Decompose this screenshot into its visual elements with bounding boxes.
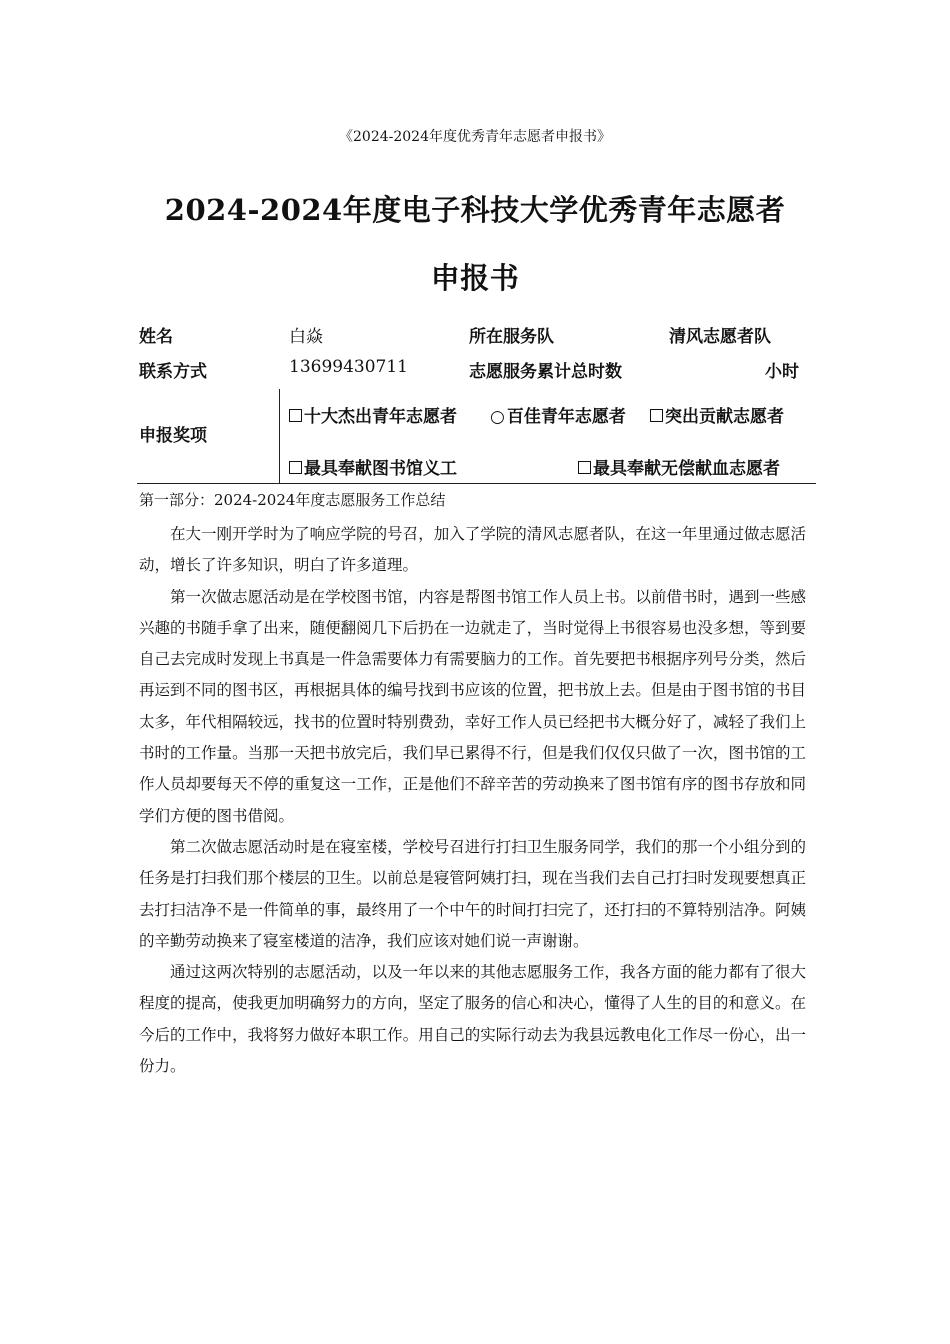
contact-value: 13699430711 xyxy=(289,357,408,377)
team-value: 清风志愿者队 xyxy=(669,327,771,347)
team-label: 所在服务队 xyxy=(469,327,554,347)
document-header: 《2024-2024年度优秀青年志愿者申报书》 xyxy=(339,129,611,145)
award-option-blood-donation[interactable] xyxy=(578,454,780,479)
award-option-label: 十大杰出青年志愿者 xyxy=(304,407,457,427)
circle-bullet-icon[interactable]: ○ xyxy=(490,407,505,427)
award-option-label: 最具奉献图书馆义工 xyxy=(304,459,457,479)
award-option-label: 百佳青年志愿者 xyxy=(506,407,626,427)
paragraph: 第一次做志愿活动是在学校图书馆，内容是帮图书馆工作人员上书。以前借书时，遇到一些感兴趣的书随手拿了出来，随便翻阅几下后扔在一边就走了，当时觉得上书很容易也没多想，等到要自己去完成时发现上书真是一件急需要体力有需要脑力的工作。首先要把书根据序列号分类，然后再运到不同的图书区，再根据具体的编号找到书应该的位置，把书放上去。但是由于图书馆的书目太多，年代相隔较远，找书的位置时特别费劲，幸好工作人员已经把书大概分好了，减轻了我们上书时的工作量。当那一天把书放完后，我们早已累得不行，但是我们仅仅只做了一次，图书馆的工作人员却要每天不停的重复这一工作，正是他们不辞辛苦的劳动换来了图书馆有序的图书存放和同学们方便的图书借阅。 xyxy=(139,587,806,825)
checkbox-icon[interactable] xyxy=(578,461,591,474)
award-option-label: 最具奉献无偿献血志愿者 xyxy=(593,459,780,479)
checkbox-icon[interactable] xyxy=(650,409,663,422)
form-bottom-rule xyxy=(137,483,816,484)
hours-unit: 小时 xyxy=(765,362,799,382)
award-option-library-volunteer[interactable] xyxy=(289,454,457,479)
checkbox-icon[interactable] xyxy=(289,461,302,474)
application-form xyxy=(137,314,816,484)
checkbox-icon[interactable] xyxy=(289,409,302,422)
document-title: 2024-2024年度电子科技大学优秀青年志愿者 xyxy=(164,193,786,227)
award-option-top-ten[interactable] xyxy=(289,402,457,427)
award-label: 申报奖项 xyxy=(139,426,207,446)
paragraph: 第二次做志愿活动时是在寝室楼，学校号召进行打扫卫生服务同学，我们的那一个小组分到的任务是打扫我们那个楼层的卫生。以前总是寝管阿姨打扫，现在当我们去自己打扫时发现要想真正去打扫洁净不是一件简单的事，最终用了一个中午的时间打扫完了，还打扫的不算特别洁净。阿姨的辛勤劳动换来了寝室楼道的洁净，我们应该对她们说一声谢谢。 xyxy=(139,837,806,950)
contact-label: 联系方式 xyxy=(139,362,207,382)
award-option-top-hundred[interactable] xyxy=(490,402,626,427)
paragraph: 在大一刚开学时为了响应学院的号召，加入了学院的清风志愿者队，在这一年里通过做志愿活动，增长了许多知识，明白了许多道理。 xyxy=(139,525,806,575)
hours-label: 志愿服务累计总时数 xyxy=(469,362,622,382)
section-title: 第一部分：2024-2024年度志愿服务工作总结 xyxy=(139,491,446,509)
name-value: 白焱 xyxy=(289,327,323,347)
paragraph: 通过这两次特别的志愿活动，以及一年以来的其他志愿服务工作，我各方面的能力都有了很大程度的提高，使我更加明确努力的方向，坚定了服务的信心和决心，懂得了人生的目的和意义。在今后的工作中，我将努力做好本职工作。用自己的实际行动去为我县远教电化工作尽一份心，出一份力。 xyxy=(139,963,806,1076)
summary-body xyxy=(139,519,806,1082)
award-option-outstanding-contribution[interactable] xyxy=(650,402,784,427)
name-label: 姓名 xyxy=(139,327,173,347)
award-option-label: 突出贡献志愿者 xyxy=(665,407,784,427)
form-vertical-divider xyxy=(279,389,280,484)
document-subtitle: 申报书 xyxy=(430,261,520,295)
